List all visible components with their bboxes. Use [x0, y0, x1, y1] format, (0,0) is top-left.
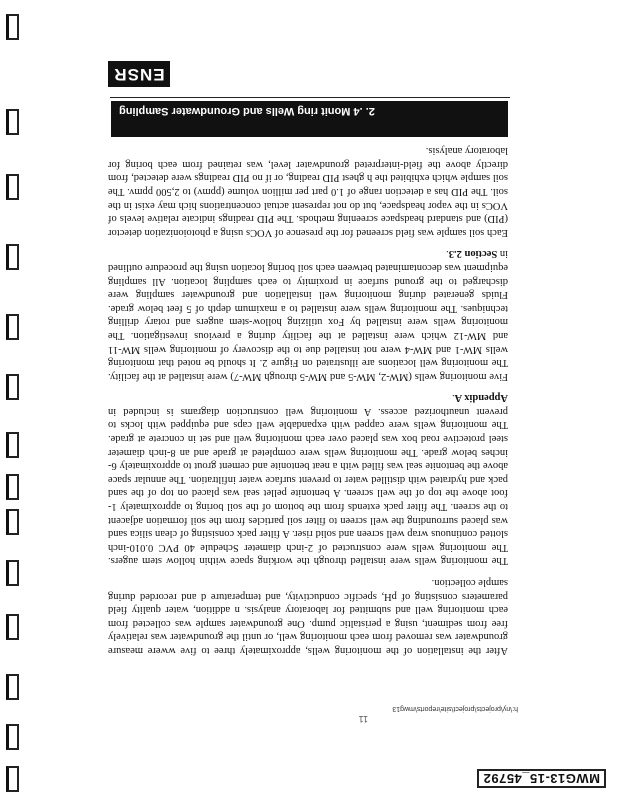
ensr-logo: ENSR — [108, 61, 170, 87]
binder-holes — [6, 0, 22, 800]
document-id: MWG13-15_45792 — [477, 769, 606, 788]
paragraph-text: The monitoring wells were installed through the working space within hollow stem augers. The monitoring wells were constructed of 2-inch diameter Schedule 40 PVC 0.010-inch slotted continuous wrap well screen and solid riser. A filter pack consisting of clean silica sand was placed surrounding the well screen to filter soil particles from the soil formation adjacent to the screen. The filter pack extends from the bottom of the soil boring to approximately 1-foot above the top of the well screen. A bentonite pellet seal was placed on top of the sand pack and hydrated with distilled water to prevent surface water infiltration. The annular space above the bentonite seal was filled with a neat bentonite and cement grout to approximately 6-inches below grade. The monitoring wells were completed at grade and an 8-inch diameter steel protective road box was placed over each monitoring well and set in concrete at grade. The monitoring wells were capped with expandable well caps and equipped with locks to prevent unauthorized access. A monitoring well construction diagrams is included in — [108, 405, 508, 567]
appendix-reference: Appendix A — [454, 392, 508, 404]
binder-hole — [6, 560, 19, 586]
section-heading — [111, 101, 508, 137]
paragraph-well-construction: The monitoring wells were installed through the working space within hollow stem augers. The monitoring wells were constructed of 2-inch diameter Schedule 40 PVC 0.010-inch slotted continuous wrap well screen and solid riser. A filter pack consisting of clean silica sand was placed surrounding the well screen to filter soil particles from the soil formation adjacent to the screen. The filter pack extends from the bottom of the soil boring to approximately 1-foot above the top of the well screen. A bentonite pellet seal was placed on top of the sand pack and hydrated with distilled water to prevent surface water infiltration. The annular space above the bentonite seal was filled with a neat bentonite and cement grout to approximately 6-inches below grade. The monitoring wells were completed at grade and an 8-inch diameter steel protective road box was placed over each monitoring well and set in concrete at grade. The monitoring wells were capped with expandable well caps and equipped with locks to prevent unauthorized access. A monitoring well construction diagrams is included in Appendix A. — [108, 392, 508, 567]
binder-hole — [6, 509, 19, 535]
page-number: 11 — [358, 714, 368, 724]
binder-hole — [6, 724, 19, 750]
binder-hole — [6, 314, 19, 340]
paragraph-well-installation: Five monitoring wells (MW-2, MW-5 and MW-5 through MW-7) were installed at the facility. The monitoring well locations are illustrated on Figure 2. It should be noted that monitoring wells MW-1 and MW-4 were not installed due to the discovery of monitoring wells MW-11 and MW-12 which were installed at the facility during a previous investigation. The monitoring wells were installed by Fox utilizing hollow-stem augers and rotary drilling techniques. The monitoring wells were installed to a maximum depth of 5 feet below grade. Fluids generated during monitoring well installation and groundwater sampling were discharged to the ground surface in proximity to each sampling location. All sampling equipment was decontaminated between each soil boring location using the procedure outlined in Section 2.3. — [108, 248, 508, 382]
binder-hole — [6, 474, 19, 500]
footer-file-path: h:\ny\projects\project\site\reports\mwg13 — [392, 705, 518, 712]
paragraph-soil-screening — [108, 144, 508, 239]
binder-hole — [6, 614, 19, 640]
paragraph-well-sampling — [108, 575, 508, 657]
section-reference: Section 2.3 — [448, 248, 498, 260]
paragraph-text: Five monitoring wells (MW-2, MW-5 and MW-5 through MW-7) were installed at the facility. The monitoring well locations are illustrated on Figure 2. It should be noted that monitoring wells MW-1 and MW-4 were not installed due to the discovery of monitoring wells MW-11 and MW-12 which were installed at the facility during a previous investigation. The monitoring wells were installed by Fox utilizing hollow-stem augers and rotary drilling techniques. The monitoring wells were installed to a maximum depth of 5 feet below grade. Fluids generated during monitoring well installation and groundwater sampling were discharged to the ground surface in proximity to each sampling location. All sampling equipment was decontaminated between each soil boring location using the procedure outlined in — [108, 248, 508, 382]
paragraph-text: Each soil sample was field screened for the presence of VOCs using a photoionization detector (PID) and standard headspace screening methods. The PID readings indicate relative levels of VOCs in the vapor headspace, but do not represent actual concentrations hich may exist in the soil. The PID has a detection range of 1.0 part per million volume (ppmv) to 2,500 ppmv. The soil sample which exhibited the h ghest PID reading, or if no PID readings were detected, from directly above the field-interpreted groundwater level, was retained from each boring for laboratory analysis. — [108, 145, 508, 238]
binder-hole — [6, 174, 19, 200]
binder-hole — [6, 244, 19, 270]
binder-hole — [6, 374, 19, 400]
paragraph-text: After the installation of the monitoring wells, approximately three to five wwere measure groundwater was removed from each monitoring well, or until the groundwater was relatively free from sediment, using a peristaltic pump. One groundwater sample was collected from each monitoring well and submitted for laboratory analysis. n addition, water quality field parameters consisting of pH, specific conductivity, and temperature d and recorded during sample collection. — [108, 577, 508, 656]
header-rule — [110, 97, 510, 98]
binder-hole — [6, 109, 19, 135]
binder-hole — [6, 432, 19, 458]
section-heading-text: 2. .4 Monit ring Wells and Groundwater Sampling — [119, 105, 375, 117]
binder-hole — [6, 674, 19, 700]
body-text — [108, 136, 508, 657]
binder-hole — [6, 766, 19, 792]
binder-hole — [6, 14, 19, 40]
